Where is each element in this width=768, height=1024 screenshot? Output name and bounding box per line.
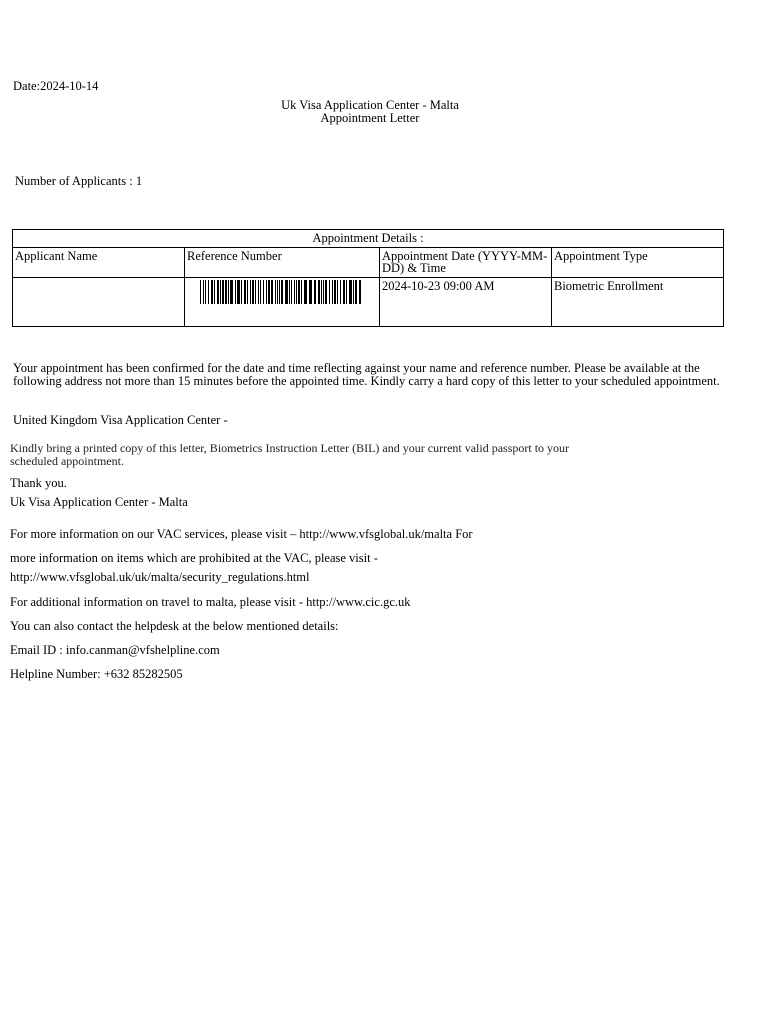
letter-title: Appointment Letter [320,111,420,125]
signature-center: Uk Visa Application Center - Malta [10,495,188,509]
letter-date: Date:2024-10-14 [13,79,99,93]
number-of-applicants: Number of Applicants : 1 [15,174,143,188]
confirmation-paragraph: Your appointment has been confirmed for the date and time reflecting against your name and reference number. Please be available at the following address not more than 15 minutes before the appointed time. Kindly carry a hard copy of this letter to your scheduled appointment. [13,361,720,388]
table-row [13,277,724,326]
appointment-details-caption: Appointment Details : [13,230,724,248]
helpdesk-intro: You can also contact the helpdesk at the below mentioned details: [10,619,339,633]
prohibited-items-info: more information on items which are prohibited at the VAC, please visit - [10,551,378,565]
cell-appointment-type: Biometric Enrollment [552,277,724,326]
helpline-number: Helpline Number: +632 85282505 [10,667,183,681]
cell-reference-number [185,277,380,326]
security-regulations-link[interactable]: http://www.vfsglobal.uk/uk/malta/security_regulations.html [10,570,310,584]
reference-barcode [200,280,364,304]
thank-you: Thank you. [10,476,67,490]
vac-services-info: For more information on our VAC services, please visit – http://www.vfsglobal.uk/malta For [10,527,473,541]
cell-appointment-datetime: 2024-10-23 09:00 AM [380,277,552,326]
column-header-appointment-date: Appointment Date (YYYY-MM-DD) & Time [380,247,552,277]
center-name: Uk Visa Application Center - Malta [281,98,459,112]
center-address-label: United Kingdom Visa Application Center - [13,413,228,427]
column-header-applicant-name: Applicant Name [13,247,185,277]
bring-documents-note: Kindly bring a printed copy of this letter, Biometrics Instruction Letter (BIL) and your current valid passport to your scheduled appointment. [10,441,570,468]
cell-applicant-name [13,277,185,326]
helpdesk-email: Email ID : info.canman@vfshelpline.com [10,643,220,657]
column-header-reference-number: Reference Number [185,247,380,277]
column-header-appointment-type: Appointment Type [552,247,724,277]
travel-info: For additional information on travel to malta, please visit - http://www.cic.gc.uk [10,595,411,609]
appointment-details-table [12,229,724,327]
